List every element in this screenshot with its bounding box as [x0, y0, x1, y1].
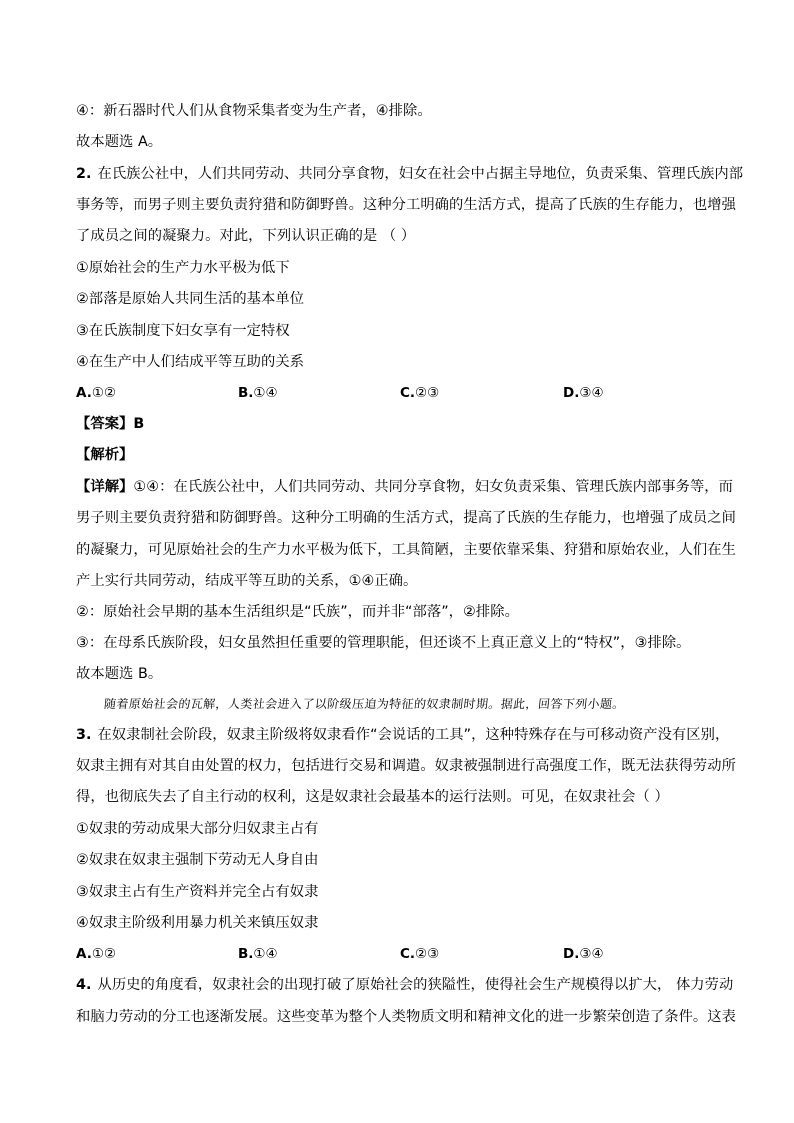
answer-value: B	[133, 416, 145, 432]
q2-conclusion: 故本题选 B。	[76, 666, 163, 682]
q2-number: 2.	[76, 166, 92, 182]
q2-option-a[interactable]: A.①②	[76, 385, 117, 401]
q2-option-d[interactable]: D.③④	[563, 385, 604, 401]
q2-detail-line-5: ②：原始社会早期的基本生活组织是“氏族”，而并非“部落”，②排除。	[76, 604, 519, 620]
q3-option-b[interactable]: B.①④	[238, 946, 278, 962]
q3-option-c[interactable]: C.②③	[400, 946, 440, 962]
q3-option-d[interactable]: D.③④	[563, 946, 604, 962]
q3-stem-line-3: 得，也彻底失去了自主行动的权利，这是奴隶社会最基本的运行法则。可见，在奴隶社会（ ）	[76, 789, 669, 805]
q1-conclusion: 故本题选 A。	[76, 134, 163, 150]
q2-detail-line-2: 男子则主要负责狩猎和防御野兽。这种分工明确的生活方式，提高了氏族的生存能力，也增强了成员之间	[76, 510, 736, 526]
q2-option-b[interactable]: B.①④	[238, 385, 278, 401]
q2-detail-line-3: 的凝聚力，可见原始社会的生产力水平极为低下，工具简陋，主要依靠采集、狩猎和原始农业，人们在生	[76, 542, 736, 558]
q2-detail-line-6: ③：在母系氏族阶段，妇女虽然担任重要的管理职能，但还谈不上真正意义上的“特权”，③排除。	[76, 635, 691, 651]
q2-statement-4: ④在生产中人们结成平等互助的关系	[76, 354, 305, 370]
q4-stem-line-1: 4. 从历史的角度看，奴隶社会的出现打破了原始社会的狭隘性，使得社会生产规模得以扩大， 体力劳动	[76, 977, 734, 993]
question-group-intro: 随着原始社会的瓦解，人类社会进入了以阶级压迫为特征的奴隶制时期。据此，回答下列小题。	[103, 697, 626, 711]
q3-stem-line-2: 奴隶主拥有对其自由处置的权力，包括进行交易和调遣。奴隶被强制进行高强度工作，既无法获得劳动所	[76, 758, 736, 774]
q2-stem-line-3: 了成员之间的凝聚力。对此，下列认识正确的是 （ ）	[76, 228, 416, 244]
q3-statement-1: ①奴隶的劳动成果大部分归奴隶主占有	[76, 821, 319, 837]
q2-statement-3: ③在氏族制度下妇女享有一定特权	[76, 323, 290, 339]
q2-detail-line-1: 【详解】①④：在氏族公社中，人们共同劳动、共同分享食物，妇女负责采集、管理氏族内部事务等，而	[76, 479, 733, 495]
q2-statement-1: ①原始社会的生产力水平极为低下	[76, 260, 290, 276]
q3-stem-line-1: 3. 在奴隶制社会阶段，奴隶主阶级将奴隶看作“会说话的工具”，这种特殊存在与可移动资产没有区别，	[76, 727, 730, 743]
answer-label: 【答案】	[76, 416, 134, 432]
q2-option-c[interactable]: C.②③	[400, 385, 440, 401]
q3-option-a[interactable]: A.①②	[76, 946, 117, 962]
detail-label: 【详解】	[76, 479, 134, 495]
q2-stem-line-1: 2. 在氏族公社中，人们共同劳动、共同分享食物，妇女在社会中占据主导地位，负责采集、管理氏族内部	[76, 166, 744, 182]
q3-statement-4: ④奴隶主阶级利用暴力机关来镇压奴隶	[76, 915, 319, 931]
q4-number: 4.	[76, 977, 92, 993]
q1-explanation-item-4: ④：新石器时代人们从食物采集者变为生产者，④排除。	[76, 103, 432, 119]
q2-stem-line-2: 事务等，而男子则主要负责狩猎和防御野兽。这种分工明确的生活方式，提高了氏族的生存能力，也增强	[76, 197, 736, 213]
q3-statement-2: ②奴隶在奴隶主强制下劳动无人身自由	[76, 852, 319, 868]
q3-statement-3: ③奴隶主占有生产资料并完全占有奴隶	[76, 884, 319, 900]
q2-answer	[76, 414, 721, 434]
q2-statement-2: ②部落是原始人共同生活的基本单位	[76, 291, 305, 307]
q4-stem-line-2: 和脑力劳动的分工也逐渐发展。这些变革为整个人类物质文明和精神文化的进一步繁荣创造了条件。这表	[76, 1009, 736, 1025]
q3-number: 3.	[76, 727, 92, 743]
q2-detail-line-4: 产上实行共同劳动，结成平等互助的关系，①④正确。	[76, 573, 418, 589]
q2-analysis-label: 【解析】	[76, 447, 134, 463]
